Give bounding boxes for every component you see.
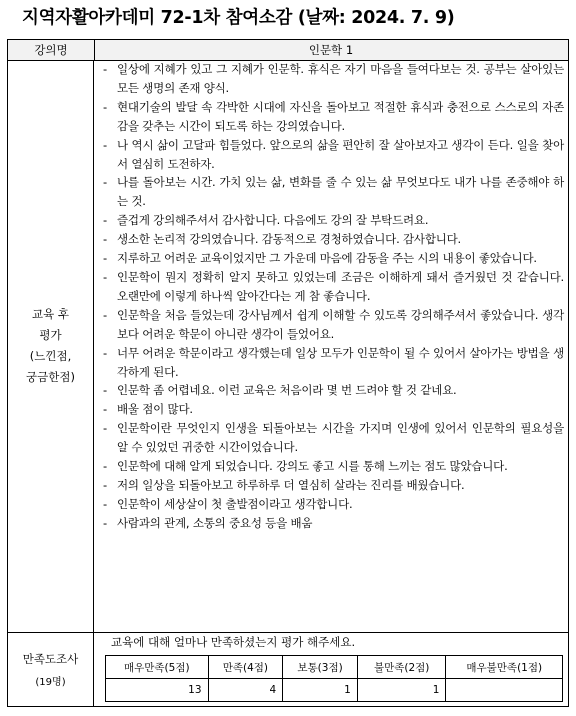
score-header-row — [106, 656, 563, 679]
list-item: - 나를 돌아보는 시간. 가치 있는 삶, 변화를 줄 수 있는 삶 무엇보다도 내가 나를 존중해야 하는 것. — [103, 173, 568, 211]
list-item: - 배울 점이 많다. — [103, 400, 568, 419]
score-header-cell: 매우만족(5점) — [106, 656, 209, 679]
score-header-cell: 매우불만족(1점) — [446, 656, 563, 679]
score-value-cell: 13 — [106, 679, 209, 702]
score-value-cell — [446, 679, 563, 702]
satisfaction-label — [8, 633, 94, 706]
score-value-row — [106, 679, 563, 702]
feedback-table — [7, 39, 569, 707]
list-item: - 인문학에 대해 알게 되었습니다. 강의도 좋고 시를 통해 느끼는 점도 많았습니다. — [103, 457, 568, 476]
evaluation-label-line: 궁금한점) — [26, 370, 75, 384]
respondent-count: (19명) — [35, 677, 66, 688]
list-item: - 인문학을 처음 들었는데 강사님께서 쉽게 이해할 수 있도록 강의해주셔서 좋았습니다. 생각보다 어려운 학문이 아니란 생각이 들었어요. — [103, 306, 568, 344]
page-title: 지역자활아카데미 72-1차 참여소감 (날짜: 2024. 7. 9) — [22, 8, 455, 28]
evaluation-label-line: 평가 — [39, 328, 62, 342]
list-item: - 사람과의 관계, 소통의 중요성 등을 배움 — [103, 514, 568, 533]
list-item: - 즐겁게 강의해주셔서 감사합니다. 다음에도 강의 잘 부탁드려요. — [103, 211, 568, 230]
evaluation-label-line: (느낀점, — [29, 349, 72, 363]
list-item: - 인문학이 뭔지 정확히 알지 못하고 있었는데 조금은 이해하게 돼서 즐거웠던 것 같습니다. 오랜만에 이렇게 하나씩 알아간다는 게 참 좋습니다. — [103, 268, 568, 306]
score-header-cell: 불만족(2점) — [357, 656, 446, 679]
satisfaction-question: 교육에 대해 얼마나 만족하셨는지 평가 해주세요. — [111, 635, 356, 649]
list-item: - 저의 일상을 되돌아보고 하루하루 더 열심히 살라는 진리를 배웠습니다. — [103, 476, 568, 495]
course-name-value: 인문학 1 — [308, 43, 354, 57]
score-header-cell: 보통(3점) — [283, 656, 358, 679]
satisfaction-label-text: 만족도조사 — [22, 652, 79, 666]
score-header-cell: 만족(4점) — [208, 656, 283, 679]
score-value-cell: 1 — [357, 679, 446, 702]
list-item: - 생소한 논리적 강의였습니다. 감동적으로 경청하였습니다. 감사합니다. — [103, 230, 568, 249]
evaluation-label — [8, 60, 94, 633]
evaluation-list — [94, 60, 568, 633]
list-item: - 인문학이란 무엇인지 인생을 되돌아보는 시간을 가지며 인생에 있어서 인문학의 필요성을 알 수 있었던 귀중한 시간이었습니다. — [103, 419, 568, 457]
satisfaction-score-table — [105, 655, 563, 702]
list-item: - 현대기술의 발달 속 각박한 시대에 자신을 돌아보고 적절한 휴식과 충전으로 스스로의 자존감을 갖추는 시간이 되도록 하는 강의였습니다. — [103, 98, 568, 136]
list-item: - 인문학이 세상살이 첫 출발점이라고 생각합니다. — [103, 495, 568, 514]
list-item: - 인문학 좀 어렵네요. 이런 교육은 처음이라 몇 번 드려야 할 것 같네요. — [103, 381, 568, 400]
list-item: - 지루하고 어려운 교육이었지만 그 가운데 마음에 감동을 주는 시의 내용이 좋았습니다. — [103, 249, 568, 268]
list-item: - 나 역시 삶이 고달파 힘들었다. 앞으로의 삶을 편안히 잘 살아보자고 생각이 든다. 일을 찾아서 열심히 도전하자. — [103, 136, 568, 174]
score-value-cell: 4 — [208, 679, 283, 702]
table-header-row — [8, 40, 568, 61]
list-item: - 일상에 지혜가 있고 그 지혜가 인문학. 휴식은 자기 마음을 들여다보는 것. 공부는 살아있는 모든 생명의 존재 양식. — [103, 60, 568, 98]
course-name-header: 강의명 — [8, 40, 95, 60]
evaluation-label-line: 교육 후 — [32, 307, 69, 321]
list-item: - 너무 어려운 학문이라고 생각했는데 일상 모두가 인문학이 될 수 있어서 살아가는 방법을 생각하게 된다. — [103, 344, 568, 382]
score-value-cell: 1 — [283, 679, 358, 702]
